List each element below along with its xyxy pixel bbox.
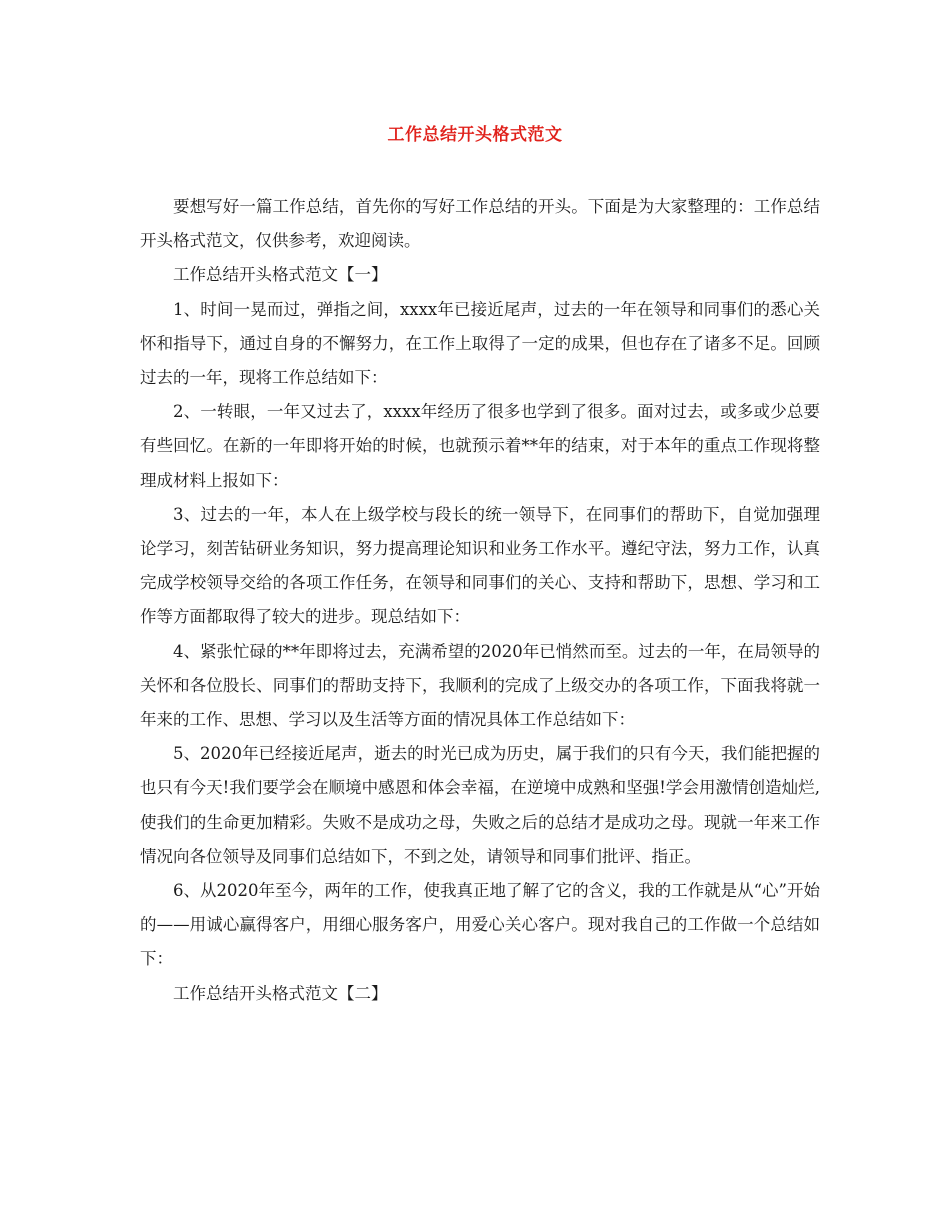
document-body (140, 190, 820, 1011)
paragraph-item-3: 3、过去的一年，本人在上级学校与段长的统一领导下，在同事们的帮助下，自觉加强理论学习，刻苦钻研业务知识，努力提高理论知识和业务工作水平。遵纪守法，努力工作，认真完成学校领导交给的各项工作任务，在领导和同事们的关心、支持和帮助下，思想、学习和工作等方面都取得了较大的进步。现总结如下： (140, 504, 820, 627)
paragraph-item-4: 4、紧张忙碌的**年即将过去，充满希望的2020年已悄然而至。过去的一年，在局领导的关怀和各位股长、同事们的帮助支持下，我顺利的完成了上级交办的各项工作，下面我将就一年来的工作、思想、学习以及生活等方面的情况具体工作总结如下： (140, 641, 820, 730)
paragraph-item-5: 5、2020年已经接近尾声，逝去的时光已成为历史，属于我们的只有今天，我们能把握的也只有今天!我们要学会在顺境中感恩和体会幸福，在逆境中成熟和坚强!学会用激情创造灿烂,使我们的生命更加精彩。失败不是成功之母，失败之后的总结才是成功之母。现就一年来工作情况向各位领导及同事们总结如下，不到之处，请领导和同事们批评、指正。 (140, 744, 820, 866)
section-heading-two: 工作总结开头格式范文【二】 (173, 983, 388, 1003)
document-title: 工作总结开头格式范文 (387, 125, 563, 145)
section-heading-one: 工作总结开头格式范文【一】 (173, 265, 388, 285)
intro-paragraph: 要想写好一篇工作总结，首先你的写好工作总结的开头。下面是为大家整理的：工作总结开头格式范文，仅供参考，欢迎阅读。 (140, 197, 820, 251)
paragraph-item-2: 2、一转眼，一年又过去了，xxxx年经历了很多也学到了很多。面对过去，或多或少总要有些回忆。在新的一年即将开始的时候，也就预示着**年的结束，对于本年的重点工作现将整理成材料上报如下： (140, 402, 820, 490)
paragraph-item-6: 6、从2020年至今，两年的工作，使我真正地了解了它的含义，我的工作就是从“心”开始的——用诚心赢得客户，用细心服务客户，用爱心关心客户。现对我自己的工作做一个总结如下： (140, 881, 820, 969)
paragraph-item-1: 1、时间一晃而过，弹指之间，xxxx年已接近尾声，过去的一年在领导和同事们的悉心关怀和指导下，通过自身的不懈努力，在工作上取得了一定的成果，但也存在了诸多不足。回顾过去的一年，现将工作总结如下： (140, 299, 820, 388)
